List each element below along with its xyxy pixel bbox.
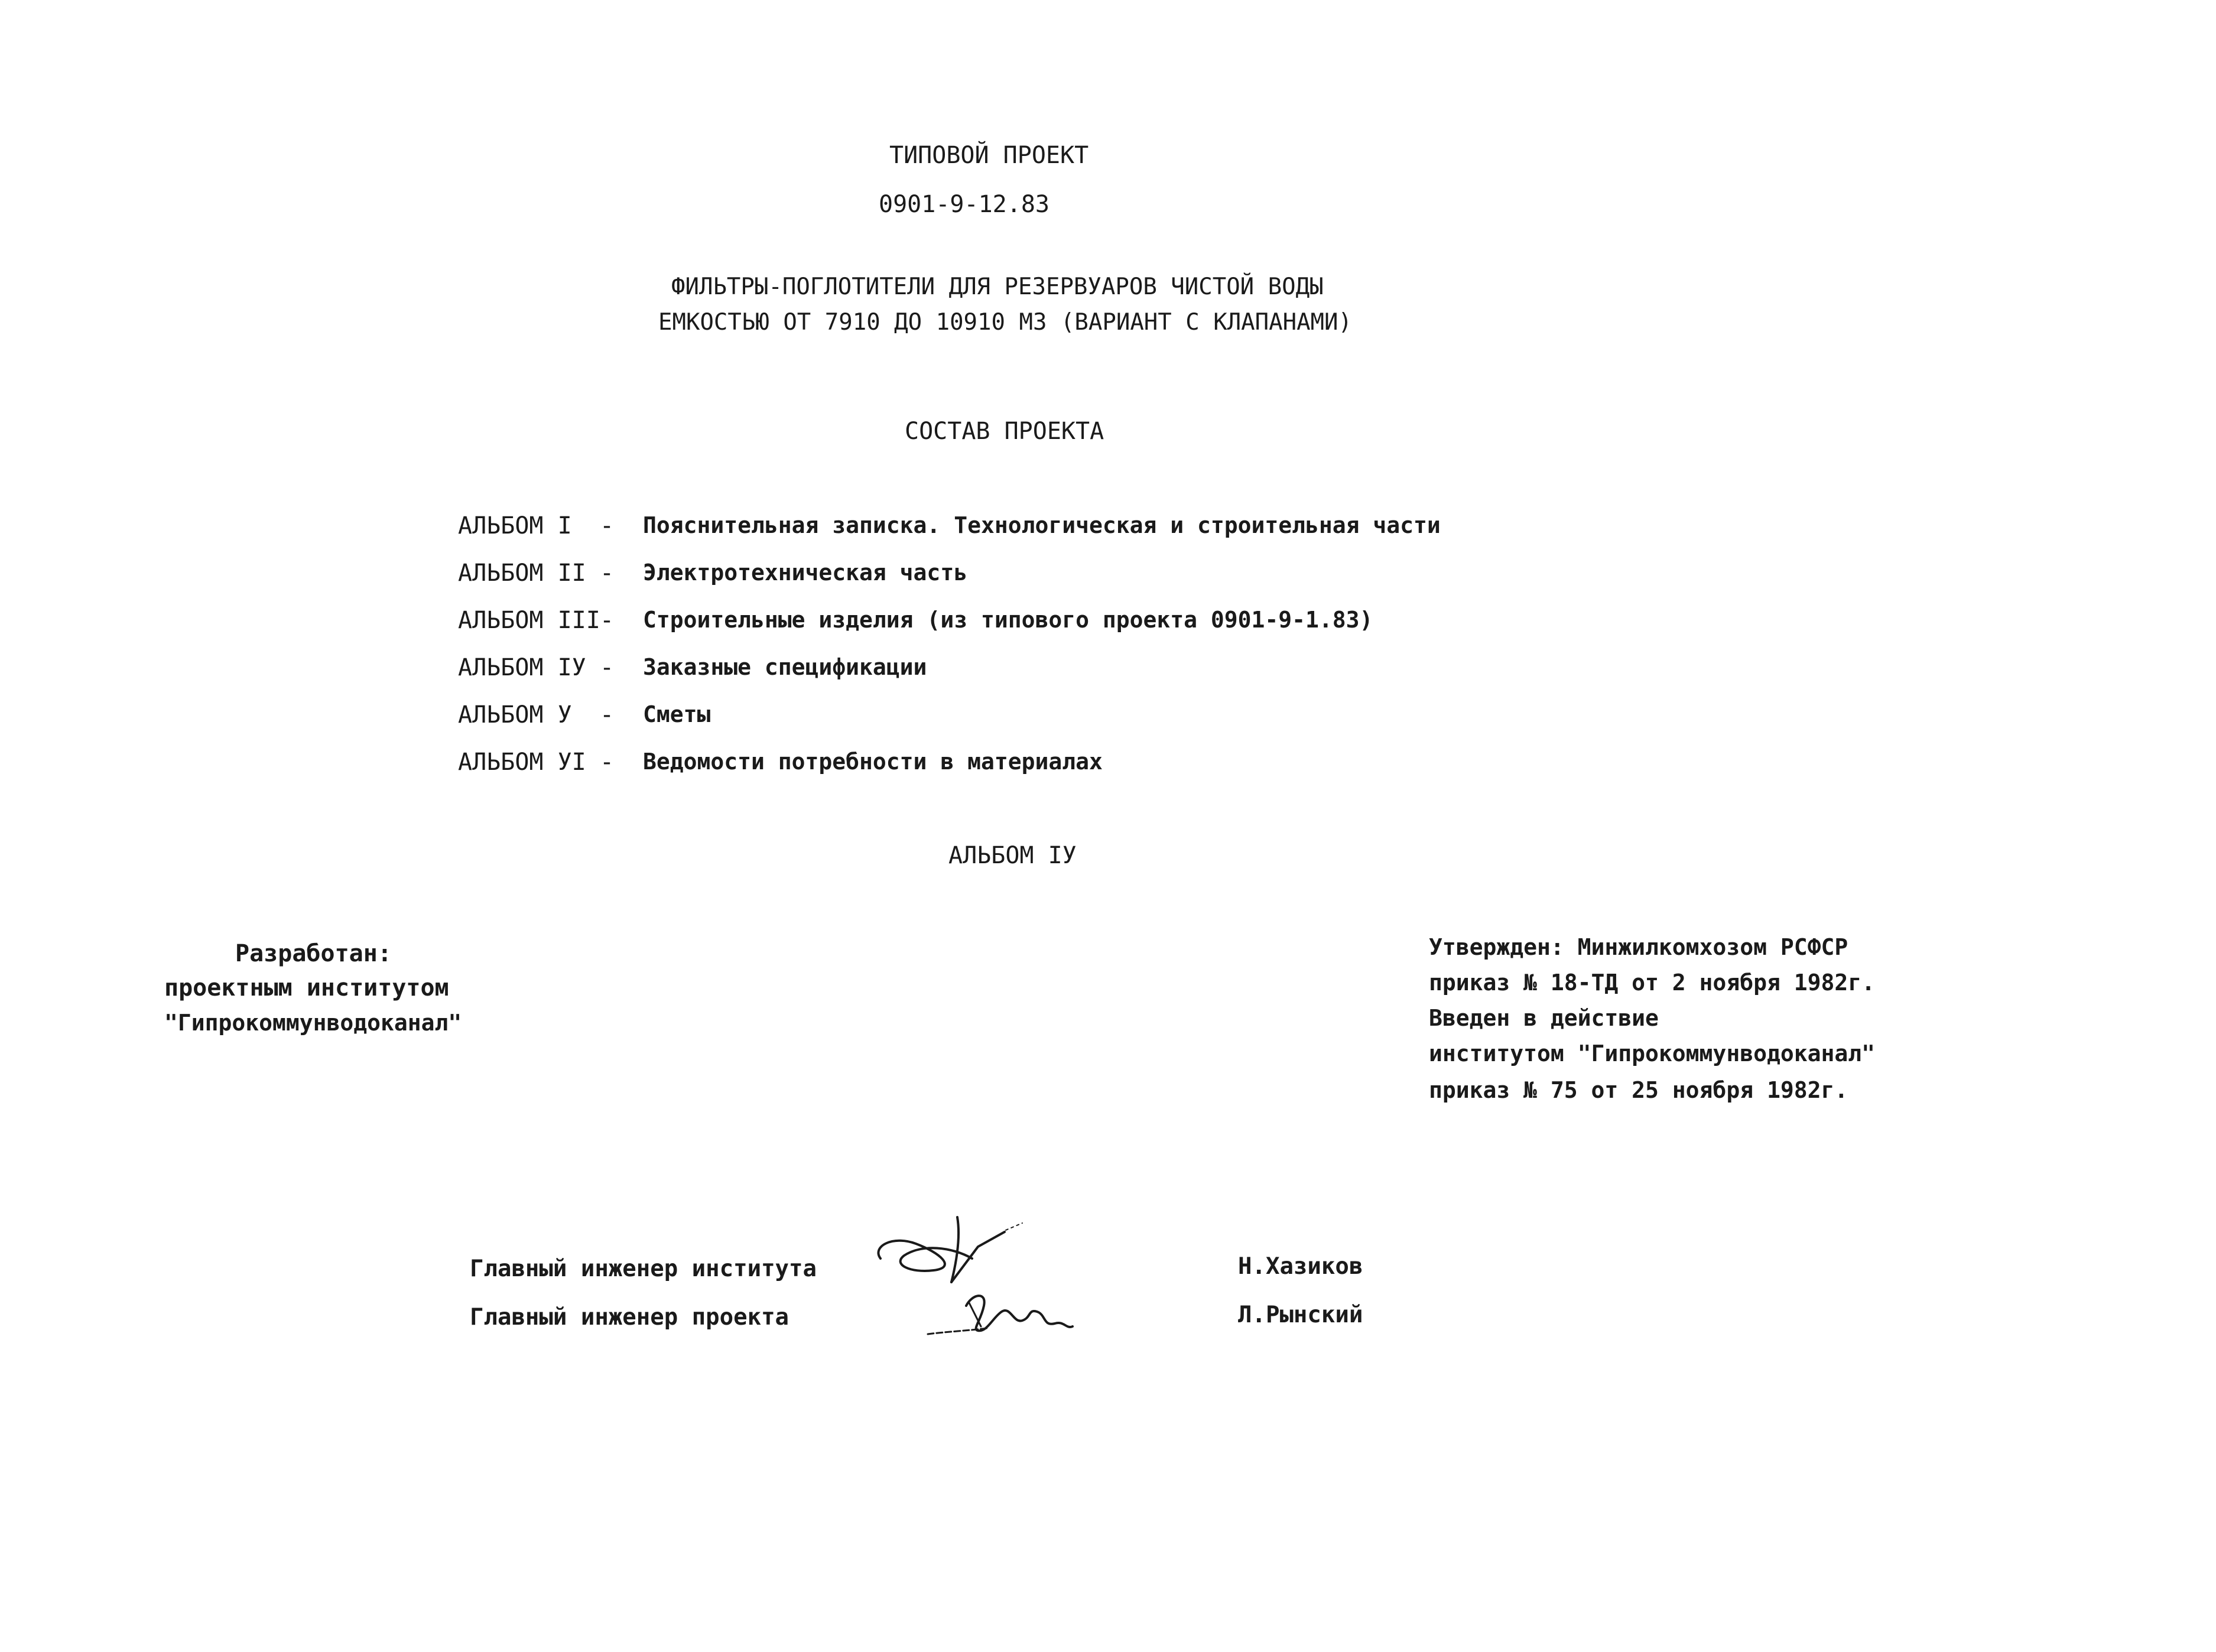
album-dash: - (600, 749, 615, 776)
album-label: АЛЬБОМ III (458, 607, 600, 634)
album-description: Электротехническая часть (643, 560, 968, 586)
signature-name: Н.Хазиков (1238, 1253, 1363, 1280)
album-dash: - (600, 512, 615, 539)
current-album: АЛЬБОМ IУ (948, 842, 1077, 869)
handwritten-signature-chief-engineer-project (922, 1276, 1081, 1347)
signature-role: Главный инженер проекта (470, 1304, 789, 1331)
signature-name: Л.Рынский (1238, 1302, 1363, 1328)
approved-by-line1: Утвержден: Минжилкомхозом РСФСР (1429, 934, 1848, 960)
album-label: АЛЬБОМ УI (458, 749, 586, 776)
approved-by-line3: Введен в действие (1429, 1005, 1659, 1031)
album-dash: - (600, 560, 615, 587)
approved-by-line2: приказ № 18-ТД от 2 ноября 1982г. (1429, 970, 1875, 996)
album-description: Сметы (643, 701, 711, 727)
album-dash: - (600, 607, 615, 634)
album-dash: - (600, 654, 615, 681)
developed-by-line2: проектным институтом (164, 974, 449, 1001)
album-description: Ведомости потребности в материалах (643, 749, 1103, 775)
project-code: 0901-9-12.83 (879, 191, 1049, 218)
album-dash: - (600, 701, 615, 729)
album-description: Заказные спецификации (643, 654, 927, 680)
album-description: Пояснительная записка. Технологическая и строительная части (643, 512, 1441, 538)
approved-by-line4: институтом "Гипрокоммунводоканал" (1429, 1040, 1875, 1066)
composition-heading: СОСТАВ ПРОЕКТА (905, 418, 1104, 445)
project-title-line1: ФИЛЬТРЫ-ПОГЛОТИТЕЛИ ДЛЯ РЕЗЕРВУАРОВ ЧИСТОЙ ВОДЫ (671, 274, 1324, 300)
project-type: ТИПОВОЙ ПРОЕКТ (889, 142, 1089, 169)
developed-by-line3: "Гипрокоммунводоканал" (164, 1010, 462, 1036)
album-label: АЛЬБОМ У (458, 701, 572, 729)
project-title-line2: ЕМКОСТЬЮ ОТ 7910 ДО 10910 М3 (ВАРИАНТ С КЛАПАНАМИ) (658, 309, 1352, 336)
album-label: АЛЬБОМ I (458, 512, 572, 539)
signature-role: Главный инженер института (470, 1256, 817, 1282)
album-description: Строительные изделия (из типового проекта 0901-9-1.83) (643, 607, 1373, 633)
developed-by-line1: Разработан: (235, 940, 392, 967)
album-label: АЛЬБОМ IУ (458, 654, 586, 681)
approved-by-line5: приказ № 75 от 25 ноября 1982г. (1429, 1077, 1848, 1103)
album-label: АЛЬБОМ II (458, 560, 586, 587)
